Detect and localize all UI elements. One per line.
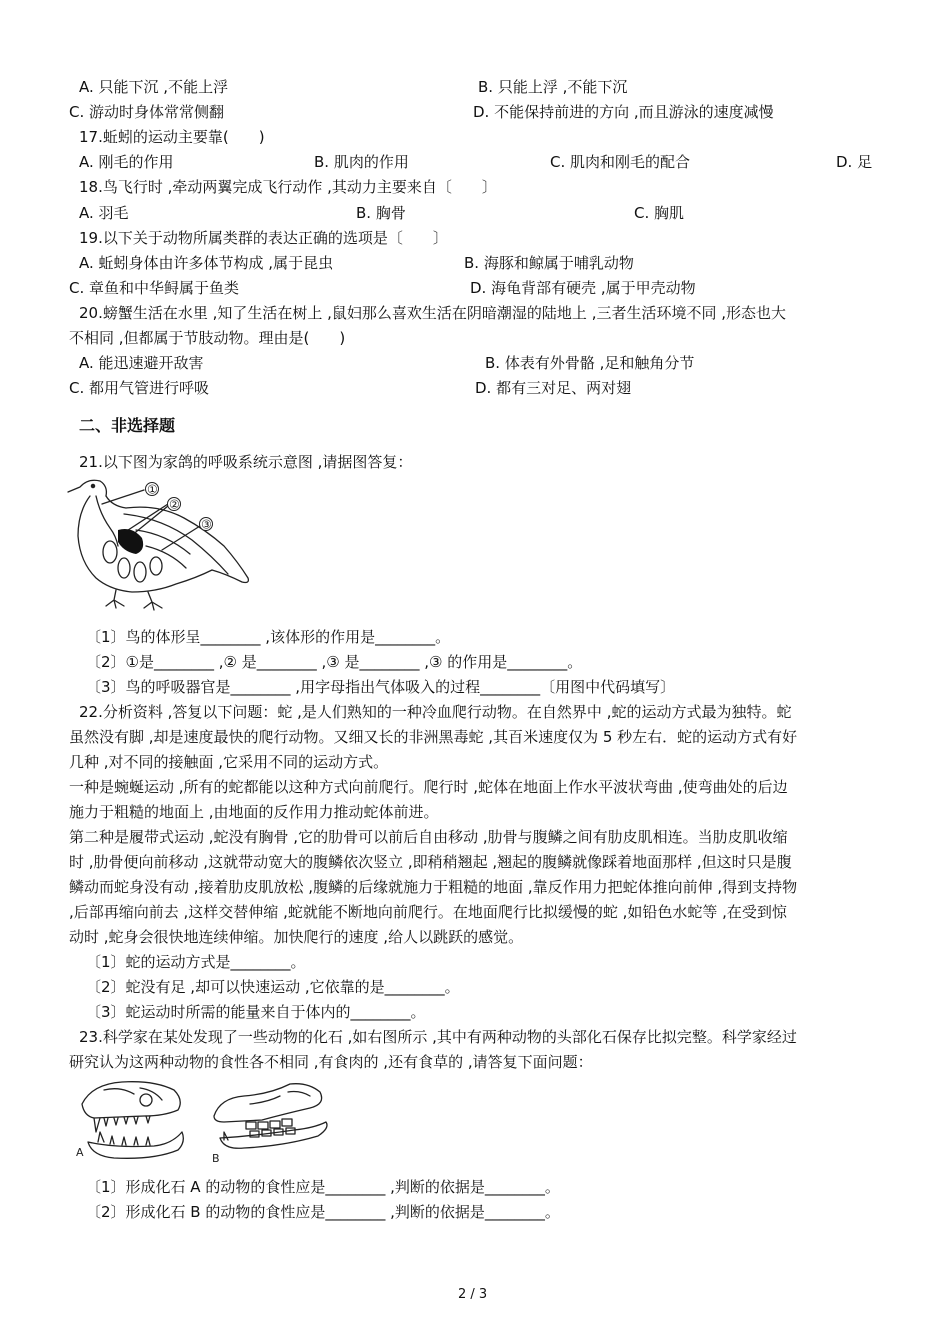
q19-option-b: B. 海豚和鲸属于哺乳动物 — [464, 254, 634, 272]
q23-part2: 〔2〕形成化石 B 的动物的食性应是________ ,判断的依据是________。 — [86, 1203, 560, 1221]
q21-part1: 〔1〕鸟的体形呈________ ,该体形的作用是________。 — [86, 628, 451, 646]
q22-line7: 时 ,肋骨便向前移动 ,这就带动宽大的腹鳞依次竖立 ,即稍稍翘起 ,翘起的腹鳞就像踩着地面那样 ,但这时只是腹 — [69, 853, 792, 871]
q20-stem-line2: 不相同 ,但都属于节肢动物。理由是( ) — [69, 329, 346, 347]
q22-line9: ,后部再缩向前去 ,这样交替伸缩 ,蛇就能不断地向前爬行。在地面爬行比拟缓慢的蛇 ,如铅色水蛇等 ,在受到惊 — [69, 903, 787, 921]
fossil-label-b: B — [212, 1152, 220, 1165]
q20-option-c: C. 都用气管进行呼吸 — [69, 379, 210, 397]
q22-part1: 〔1〕蛇的运动方式是________。 — [86, 953, 306, 971]
q16-option-b: B. 只能上浮 ,不能下沉 — [478, 78, 628, 96]
section-heading: 二、非选择题 — [79, 416, 176, 435]
q17-option-a: A. 刚毛的作用 — [79, 153, 174, 171]
q19-option-d: D. 海龟背部有硬壳 ,属于甲壳动物 — [470, 279, 696, 297]
q22-line5: 施力于粗糙的地面上 ,由地面的反作用力推动蛇体前进。 — [69, 803, 439, 821]
q16-option-a: A. 只能下沉 ,不能上浮 — [79, 78, 229, 96]
q18-option-a: A. 羽毛 — [79, 204, 129, 222]
q19-option-a: A. 蚯蚓身体由许多体节构成 ,属于昆虫 — [79, 254, 334, 272]
q23-part1: 〔1〕形成化石 A 的动物的食性应是________ ,判断的依据是________。 — [86, 1178, 560, 1196]
skull-b-upper — [214, 1084, 322, 1122]
q16-option-d: D. 不能保持前进的方向 ,而且游泳的速度减慢 — [473, 103, 774, 121]
q22-part3: 〔3〕蛇运动时所需的能量来自于体内的________。 — [86, 1003, 426, 1021]
q23-line1: 23.科学家在某处发现了一些动物的化石 ,如右图所示 ,其中有两种动物的头部化石保存比拟完整。科学家经过 — [79, 1028, 797, 1046]
skull-a-upper — [82, 1082, 180, 1118]
figure-label-2: ② — [169, 497, 180, 512]
skull-a-lower — [88, 1132, 183, 1158]
q22-line6: 第二种是履带式运动 ,蛇没有胸骨 ,它的肋骨可以前后自由移动 ,肋骨与腹鳞之间有肋皮肌相连。当肋皮肌收缩 — [69, 828, 788, 846]
q19-option-c: C. 章鱼和中华鲟属于鱼类 — [69, 279, 240, 297]
figure-label-1: ① — [147, 482, 158, 497]
q18-stem: 18.鸟飞行时 ,牵动两翼完成飞行动作 ,其动力主要来自〔 〕 — [79, 178, 497, 196]
q22-line1: 22.分析资料 ,答复以下问题：蛇 ,是人们熟知的一种冷血爬行动物。在自然界中 ,蛇的运动方式最为独特。蛇 — [79, 703, 792, 721]
fossil-label-a: A — [76, 1146, 84, 1159]
q22-part2: 〔2〕蛇没有足 ,却可以快速运动 ,它依靠的是________。 — [86, 978, 460, 996]
q17-option-b: B. 肌肉的作用 — [314, 153, 409, 171]
q16-option-c: C. 游动时身体常常侧翻 — [69, 103, 225, 121]
page-number: 2 / 3 — [458, 1287, 488, 1302]
q17-stem: 17.蚯蚓的运动主要靠( ) — [79, 128, 265, 146]
q19-stem: 19.以下关于动物所属类群的表达正确的选项是〔 〕 — [79, 229, 448, 247]
q21-part2: 〔2〕①是________ ,② 是________ ,③ 是________ ,③ 的作用是________。 — [86, 653, 583, 671]
q20-option-b: B. 体表有外骨骼 ,足和触角分节 — [485, 354, 695, 372]
q22-line8: 鳞动而蛇身没有动 ,接着肋皮肌放松 ,腹鳞的后缘就施力于粗糙的地面 ,靠反作用力把蛇体推向前伸 ,得到支持物 — [69, 878, 798, 896]
q20-stem-line1: 20.螃蟹生活在水里 ,知了生活在树上 ,鼠妇那么喜欢生活在阴暗潮湿的陆地上 ,三者生活环境不同 ,形态也大 — [79, 304, 787, 322]
skull-fossil-figure — [74, 1076, 336, 1168]
q21-stem: 21.以下图为家鸽的呼吸系统示意图 ,请据图答复： — [79, 453, 413, 471]
figure-label-3: ③ — [201, 517, 212, 532]
q17-option-d: D. 足 — [836, 153, 873, 171]
q18-option-b: B. 胸骨 — [356, 204, 406, 222]
q22-line10: 动时 ,蛇身会很快地连续伸缩。加快爬行的速度 ,给人以跳跃的感觉。 — [69, 928, 524, 946]
q20-option-d: D. 都有三对足、两对翅 — [475, 379, 632, 397]
q21-part3: 〔3〕鸟的呼吸器官是________ ,用字母指出气体吸入的过程________〔用图中代码填写〕 — [86, 678, 676, 696]
pigeon-respiratory-figure — [66, 474, 256, 614]
q22-line3: 几种 ,对不同的接触面 ,它采用不同的运动方式。 — [69, 753, 389, 771]
q22-line2: 虽然没有脚 ,却是速度最快的爬行动物。又细又长的非洲黑毒蛇 ,其百米速度仅为 5 秒左右．蛇的运动方式有好 — [69, 728, 798, 746]
q23-line2: 研究认为这两种动物的食性各不相同 ,有食肉的 ,还有食草的 ,请答复下面问题： — [69, 1053, 593, 1071]
q22-line4: 一种是蜿蜒运动 ,所有的蛇都能以这种方式向前爬行。爬行时 ,蛇体在地面上作水平波状弯曲 ,使弯曲处的后边 — [69, 778, 788, 796]
q18-option-c: C. 胸肌 — [634, 204, 685, 222]
q20-option-a: A. 能迅速避开敌害 — [79, 354, 204, 372]
q17-option-c: C. 肌肉和刚毛的配合 — [550, 153, 691, 171]
